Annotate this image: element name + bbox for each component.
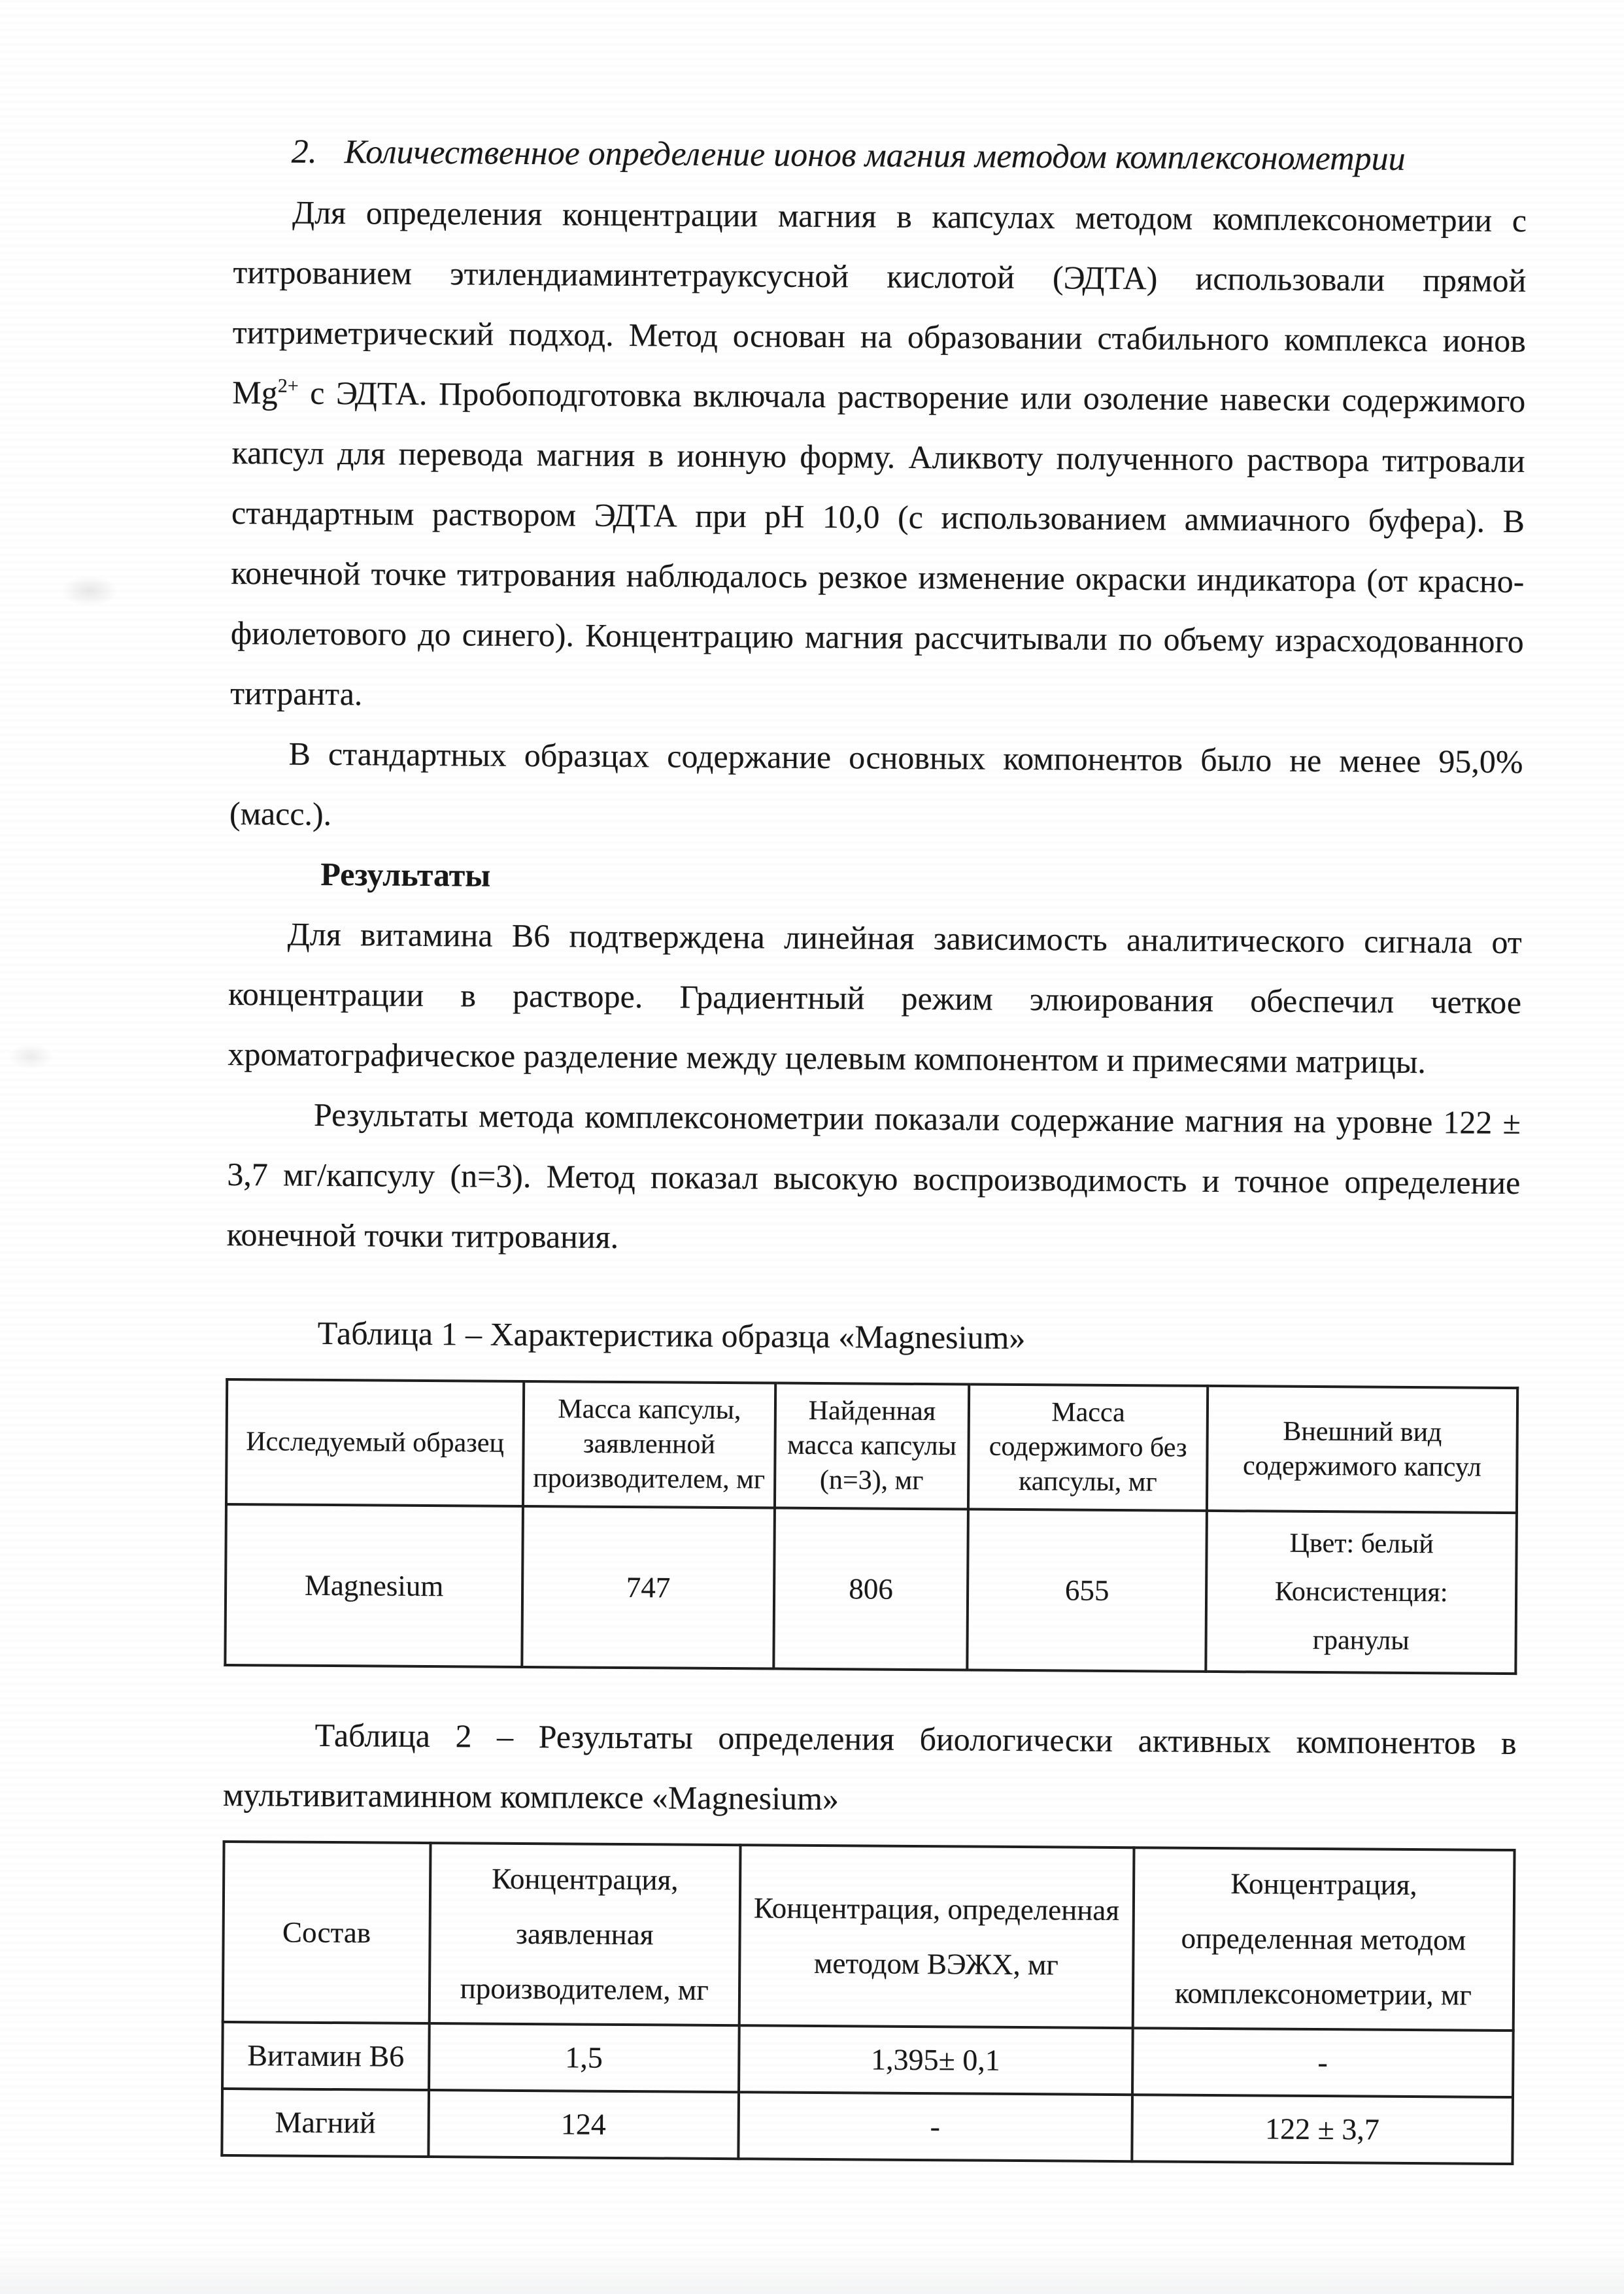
table1-header-content-mass: Масса содержимого без капсулы, мг	[968, 1384, 1208, 1510]
table2-caption: Таблица 2 – Результаты определения биологически активных компонентов в мультивитаминном комплексе «Magnesium»	[222, 1716, 1517, 1817]
table2-header-declared: Концентрация, заявленная производителем, мг	[430, 1843, 741, 2025]
paragraph-vitamin-b6: Для витамина В6 подтверждена линейная зависимость аналитического сигнала от концентрации в растворе. Градиентный режим элюирования обеспечил четкое хроматографическое разделение между целевым компонентом и примесями матрицы.	[228, 915, 1522, 1081]
section-heading	[233, 122, 1527, 190]
table2-cell-hplc: -	[738, 2092, 1132, 2161]
scan-bottom-shade	[0, 2247, 1624, 2294]
table-sample-characteristics	[224, 1378, 1519, 1675]
table1-cell-appearance: Цвет: белый Консистенция: гранулы	[1206, 1511, 1517, 1674]
table2-cell-hplc: 1,395± 0,1	[739, 2025, 1133, 2095]
table2-row-vitamin-b6	[222, 2022, 1514, 2097]
table2-cell-declared: 1,5	[429, 2023, 739, 2092]
paragraph-method-text: Для определения концентрации магния в капсулах методом комплексонометрии с титрованием этилендиаминтетрауксусной кислотой (ЭДТА) использовали прямой титриметрический подход. Метод основан на образовании стабильного комплекса ионов Mg	[232, 194, 1527, 411]
table1-header-declared-mass: Масса капсулы, заявленной производителем, мг	[523, 1381, 775, 1508]
table-component-concentrations	[220, 1840, 1515, 2165]
table2-header-complexometry: Концентрация, определенная методом комплексонометрии, мг	[1132, 1847, 1514, 2031]
table1-cell-content-mass: 655	[967, 1509, 1207, 1671]
table2-header-hplc: Концентрация, определенная методом ВЭЖХ, мг	[739, 1845, 1134, 2028]
table2-cell-component: Магний	[222, 2089, 428, 2157]
table2-cell-complexometry: 122 ± 3,7	[1132, 2095, 1513, 2164]
scan-smudge	[60, 575, 119, 607]
table2-header-row	[223, 1842, 1515, 2031]
section-title: Количественное определение ионов магния методом комплексонометрии	[344, 133, 1406, 178]
table2-cell-declared: 124	[428, 2090, 738, 2159]
table1-cell-found-mass: 806	[773, 1508, 968, 1670]
table2-cell-component: Витамин В6	[222, 2022, 429, 2090]
table2-row-magnesium	[222, 2089, 1513, 2164]
table1-cell-declared-mass: 747	[522, 1506, 775, 1669]
paragraph-method	[230, 182, 1527, 732]
table1-cell-sample: Magnesium	[225, 1504, 523, 1667]
paragraph-method-text-cont: с ЭДТА. Пробоподготовка включала растворение или озоление навески содержимого капсул для перевода магния в ионную форму. Аликвоту полученного раствора титровали стандартным раствором ЭДТА при рН 10,0 (с использованием аммиачного буфера). В конечной точке титрования наблюдалось резкое изменение окраски индикатора (от красно-фиолетового до синего). Концентрацию магния рассчитывали по объему израсходованного титранта.	[230, 374, 1526, 713]
table2-cell-complexometry: -	[1132, 2028, 1514, 2097]
page-content	[220, 122, 1527, 2165]
table1-header-appearance: Внешний вид содержимого капсул	[1207, 1386, 1517, 1513]
table1-header-sample: Исследуемый образец	[226, 1379, 524, 1506]
paragraph-complexometry-results: Результаты метода комплексонометрии показали содержание магния на уровне 122 ± 3,7 мг/капсулу (n=3). Метод показал высокую воспроизводимость и точное определение конечной точки титрования.	[226, 1096, 1521, 1255]
table1-data-row	[225, 1504, 1517, 1674]
table2-header-component: Состав	[223, 1842, 431, 2023]
table1-header-found-mass: Найденная масса капсулы (n=3), мг	[775, 1383, 969, 1510]
mg-ion-superscript: 2+	[277, 375, 299, 397]
results-heading: Результаты	[320, 855, 491, 894]
section-number: 2.	[291, 133, 317, 171]
table1-caption: Таблица 1 – Характеристика образца «Magnesium»	[317, 1314, 1026, 1357]
scan-smudge	[8, 1043, 54, 1070]
table1-header-row	[226, 1379, 1517, 1513]
paragraph-standards: В стандартных образцах содержание основных компонентов было не менее 95,0% (масс.).	[229, 735, 1523, 833]
